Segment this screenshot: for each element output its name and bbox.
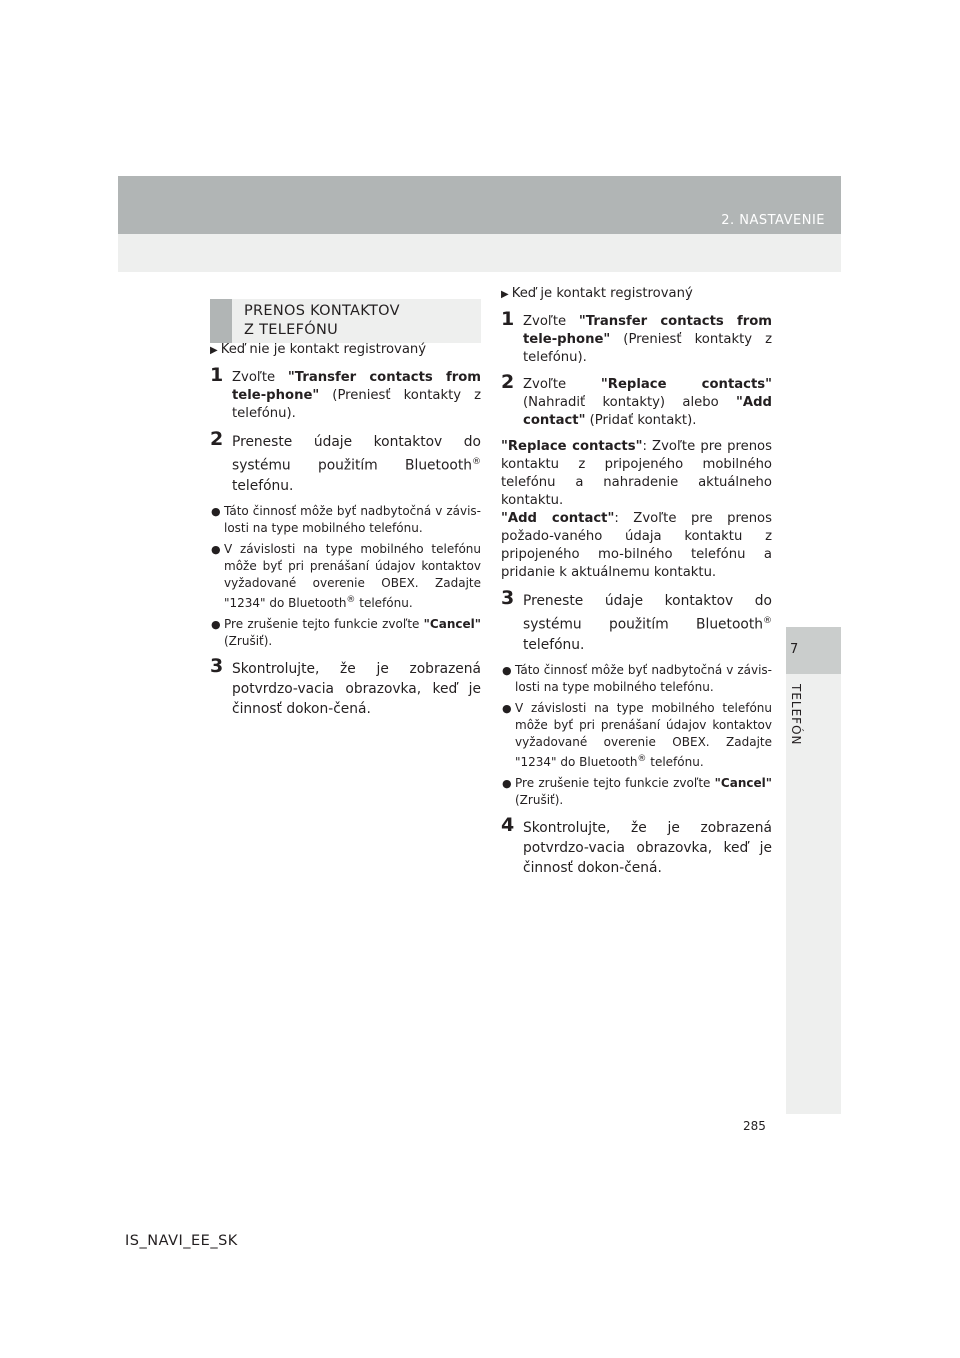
step-4 xyxy=(501,813,772,878)
page-number: 285 xyxy=(743,1119,766,1133)
step-3 xyxy=(210,654,481,719)
add-contact-description xyxy=(501,510,772,582)
note-text: Táto činnosť môže byť nadbytočná v závis-losti na type mobilného telefónu. xyxy=(515,662,772,694)
registered-mark: ® xyxy=(763,616,772,626)
registered-mark: ® xyxy=(346,594,356,605)
replace-contacts-description xyxy=(501,438,772,510)
section-heading-bar xyxy=(210,299,232,343)
bullet-icon: ● xyxy=(211,504,221,518)
condition-text: Keď je kontakt registrovaný xyxy=(511,286,693,301)
step-text: telefónu. xyxy=(232,477,294,494)
button-reference: "Transfer contacts from tele-phone" xyxy=(523,314,772,347)
section-title-line1: PRENOS KONTAKTOV xyxy=(244,303,400,319)
section-title xyxy=(244,302,400,340)
step-text: Preneste údaje kontaktov do systému použitím Bluetooth xyxy=(232,434,481,474)
note-text: Pre zrušenie tejto funkcie zvoľte xyxy=(515,775,715,790)
chapter-tab-number xyxy=(786,627,841,674)
triangle-bullet-icon: ▶ xyxy=(501,289,509,300)
section-title-line2: Z TELEFÓNU xyxy=(244,322,339,338)
bullet-icon: ● xyxy=(502,776,512,790)
note-text: Pre zrušenie tejto funkcie zvoľte xyxy=(224,616,424,631)
button-reference: "Cancel" xyxy=(714,775,772,790)
button-reference: "Transfer contacts from tele-phone" xyxy=(232,370,481,403)
step-text: (Preniesť kontakty z telefónu). xyxy=(232,388,481,421)
note-text: telefónu. xyxy=(355,595,413,610)
step-2 xyxy=(501,371,772,430)
step-1 xyxy=(210,364,481,423)
step-text: Zvoľte xyxy=(523,377,601,392)
step-text: (Nahradiť kontakty) alebo xyxy=(523,395,737,410)
note-text: V závislosti na type mobilného telefónu môže byť pri prenášaní údajov kontaktov vyžadované overenie OBEX. Zadajte "1234" do Bluetooth xyxy=(224,541,481,610)
step-text: telefónu. xyxy=(523,636,585,653)
right-column xyxy=(501,285,772,878)
note-item xyxy=(501,775,772,809)
condition-not-registered xyxy=(210,341,481,360)
step-number: 3 xyxy=(210,654,224,677)
document-code: IS_NAVI_EE_SK xyxy=(125,1233,238,1249)
note-text: V závislosti na type mobilného telefónu môže byť pri prenášaní údajov kontaktov vyžadované overenie OBEX. Zadajte "1234" do Bluetooth xyxy=(515,700,772,769)
step-text: Zvoľte xyxy=(523,314,579,329)
note-item xyxy=(210,503,481,537)
condition-registered xyxy=(501,285,772,304)
button-reference: "Cancel" xyxy=(423,616,481,631)
note-text: telefónu. xyxy=(646,754,704,769)
note-text: (Zrušiť). xyxy=(515,792,564,807)
registered-mark: ® xyxy=(637,753,647,764)
bullet-icon: ● xyxy=(211,617,221,631)
step-number: 2 xyxy=(501,371,515,393)
bullet-icon: ● xyxy=(502,663,512,677)
bullet-icon: ● xyxy=(211,542,221,556)
step-text: (Preniesť kontakty z telefónu). xyxy=(523,332,772,365)
step-text: (Pridať kontakt). xyxy=(585,413,697,428)
triangle-bullet-icon: ▶ xyxy=(210,345,218,356)
button-reference: "Add contact" xyxy=(501,511,615,526)
step-3 xyxy=(501,587,772,655)
description-text: : Zvoľte pre prenos požado-vaného údaja kontaktu z pripojeného mo-bilného telefónu a pridanie k aktuálnemu kontaktu. xyxy=(501,511,773,580)
button-reference: "Add contact" xyxy=(523,395,772,428)
button-reference: "Replace contacts" xyxy=(600,377,772,392)
note-item xyxy=(501,700,772,771)
chapter-title: 2. NASTAVENIE xyxy=(721,213,825,228)
button-reference: "Replace contacts" xyxy=(501,439,643,454)
step-number: 1 xyxy=(501,308,515,330)
step-number: 2 xyxy=(210,428,224,450)
step-number: 4 xyxy=(501,813,515,836)
step-text: Preneste údaje kontaktov do systému použitím Bluetooth xyxy=(523,593,772,633)
bullet-icon: ● xyxy=(502,701,512,715)
registered-mark: ® xyxy=(472,457,481,467)
step-1 xyxy=(501,308,772,367)
section-heading xyxy=(210,299,481,343)
step-text: Skontrolujte, že je zobrazená potvrdzo-vacia obrazovka, keď je činnosť dokon-čená. xyxy=(232,660,481,717)
description-text: : Zvoľte pre prenos kontaktu z pripojeného mobilného telefónu a nahradenie aktuálneho kontaktu. xyxy=(501,439,772,508)
step-2 xyxy=(210,428,481,496)
note-item xyxy=(210,541,481,612)
left-column xyxy=(210,341,481,719)
note-text: (Zrušiť). xyxy=(224,633,273,648)
note-item xyxy=(501,662,772,696)
note-item xyxy=(210,616,481,650)
chapter-tab-label: TELEFÓN xyxy=(789,684,803,746)
step-number: 1 xyxy=(210,364,224,386)
step-number: 3 xyxy=(501,587,515,609)
page-header-bar xyxy=(118,176,841,234)
note-text: Táto činnosť môže byť nadbytočná v závis-losti na type mobilného telefónu. xyxy=(224,503,481,535)
step-text: Skontrolujte, že je zobrazená potvrdzo-vacia obrazovka, keď je činnosť dokon-čená. xyxy=(523,819,772,876)
chapter-number: 7 xyxy=(790,642,799,657)
page-header-subbar xyxy=(118,234,841,272)
condition-text: Keď nie je kontakt registrovaný xyxy=(220,342,427,357)
step-text: Zvoľte xyxy=(232,370,288,385)
